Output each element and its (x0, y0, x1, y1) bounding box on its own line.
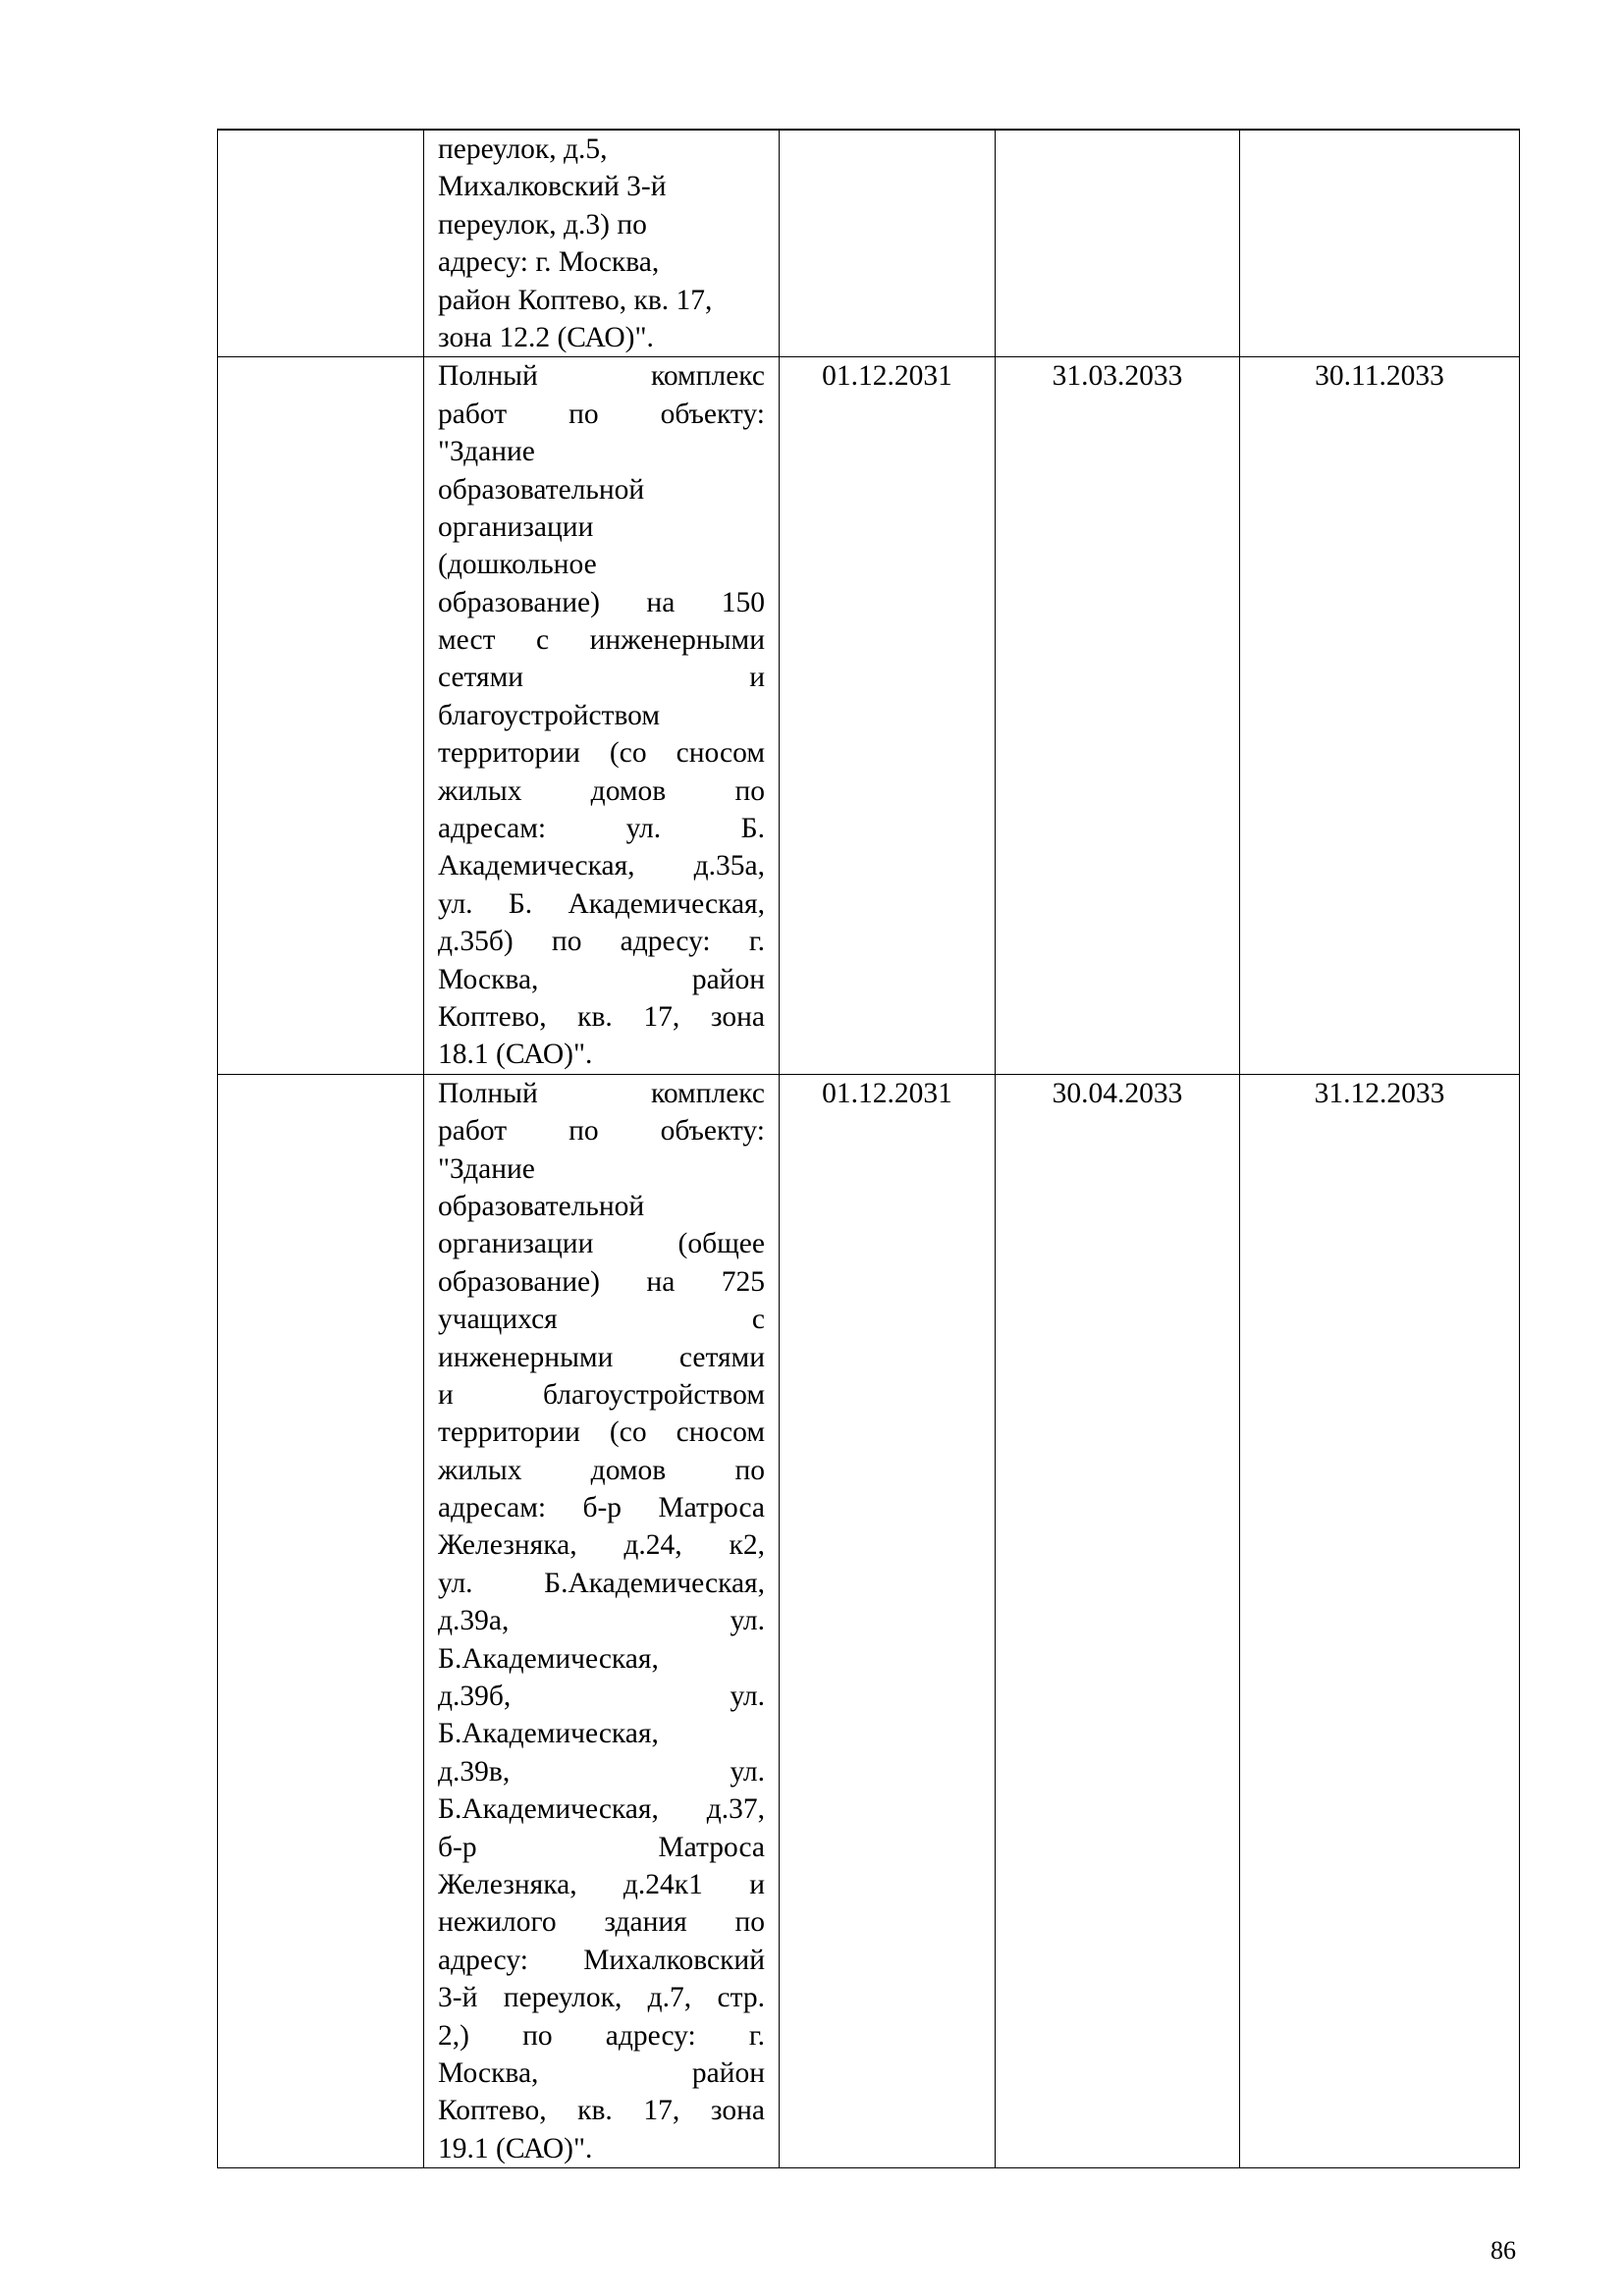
description-line: Москва, район (438, 2056, 765, 2089)
description-line: образование) на 725 (438, 1265, 765, 1298)
object-description-cell (424, 357, 780, 1074)
description-line: Академическая, д.35а, (438, 850, 765, 882)
description-line: сетями и (438, 662, 765, 694)
description-line: мест с инженерными (438, 624, 765, 657)
date-start-cell (780, 357, 996, 1074)
description-line: жилых домов по (438, 774, 765, 807)
description-line: и благоустройством (438, 1378, 765, 1411)
description-line: Москва, район (438, 963, 765, 995)
date-mid: 30.04.2033 (1052, 1077, 1183, 1109)
date-mid: 31.03.2033 (1052, 360, 1183, 393)
date-mid-cell (996, 1074, 1240, 2167)
description-line: организации (общее (438, 1228, 765, 1260)
object-description-cell (424, 1074, 780, 2167)
description-line: д.39в, ул. (438, 1755, 765, 1788)
description-line: "Здание (438, 1152, 535, 1185)
description-line: территории (со сносом (438, 737, 765, 770)
date-end: 30.11.2033 (1315, 360, 1444, 393)
description-line: 3-й переулок, д.7, стр. (438, 1982, 765, 2014)
date-start-cell (780, 1074, 996, 2167)
description-line: 2,) по адресу: г. (438, 2019, 765, 2052)
date-end-cell (1240, 130, 1520, 357)
table-row (218, 357, 1520, 1074)
description-line: переулок, д.5, (438, 133, 608, 165)
description-line: инженерными сетями (438, 1341, 765, 1373)
date-end-cell (1240, 357, 1520, 1074)
description-line: образовательной (438, 1190, 645, 1222)
description-line: Коптево, кв. 17, зона (438, 1000, 765, 1033)
description-line: ул. Б.Академическая, (438, 1567, 765, 1599)
description-line: работ по объекту: (438, 398, 765, 430)
table-cell-index (218, 357, 424, 1074)
date-start: 01.12.2031 (822, 1077, 952, 1109)
description-line: зона 12.2 (САО)". (438, 321, 654, 353)
description-line: адресам: б-р Матроса (438, 1492, 765, 1524)
date-end: 31.12.2033 (1314, 1077, 1445, 1109)
description-line: Железняка, д.24к1 и (438, 1868, 765, 1900)
date-mid-cell (996, 357, 1240, 1074)
description-line: адресам: ул. Б. (438, 813, 765, 845)
description-line: работ по объекту: (438, 1115, 765, 1148)
table-row (218, 1074, 1520, 2167)
description-line: организации (438, 510, 594, 543)
description-line: д.39а, ул. (438, 1605, 765, 1637)
description-line: д.39б, ул. (438, 1681, 765, 1713)
description-line: Полный комплекс (438, 360, 765, 393)
description-line: "Здание (438, 436, 535, 468)
description-line: образовательной (438, 473, 645, 506)
description-line: Б.Академическая, (438, 1642, 659, 1675)
description-line: д.35б) по адресу: г. (438, 926, 765, 958)
description-line: район Коптево, кв. 17, (438, 284, 713, 316)
description-line: ул. Б. Академическая, (438, 887, 765, 920)
date-end-cell (1240, 1074, 1520, 2167)
description-line: территории (со сносом (438, 1416, 765, 1449)
description-line: Михалковский 3-й (438, 171, 667, 203)
description-line: Железняка, д.24, к2, (438, 1529, 765, 1562)
description-line: Б.Академическая, (438, 1718, 659, 1750)
description-line: адресу: г. Москва, (438, 246, 660, 279)
description-line: 19.1 (САО)". (438, 2132, 593, 2164)
date-mid-cell (996, 130, 1240, 357)
date-start-cell (780, 130, 996, 357)
description-line: б-р Матроса (438, 1831, 765, 1863)
description-line: нежилого здания по (438, 1906, 765, 1939)
schedule-table (217, 129, 1520, 2168)
description-line: адресу: Михалковский (438, 1944, 765, 1976)
table-cell-index (218, 1074, 424, 2167)
description-line: учащихся с (438, 1304, 765, 1336)
object-description-cell (424, 130, 780, 357)
table-row (218, 130, 1520, 357)
description-line: переулок, д.3) по (438, 208, 647, 240)
description-line: Коптево, кв. 17, зона (438, 2095, 765, 2127)
description-line: (дошкольное (438, 549, 597, 581)
page-number: 86 (1490, 2236, 1516, 2265)
date-start: 01.12.2031 (822, 360, 952, 393)
description-line: 18.1 (САО)". (438, 1039, 593, 1071)
table-cell-index (218, 130, 424, 357)
description-line: жилых домов по (438, 1454, 765, 1486)
description-line: Полный комплекс (438, 1077, 765, 1109)
description-line: образование) на 150 (438, 586, 765, 618)
description-line: благоустройством (438, 699, 661, 731)
description-line: Б.Академическая, д.37, (438, 1793, 765, 1826)
